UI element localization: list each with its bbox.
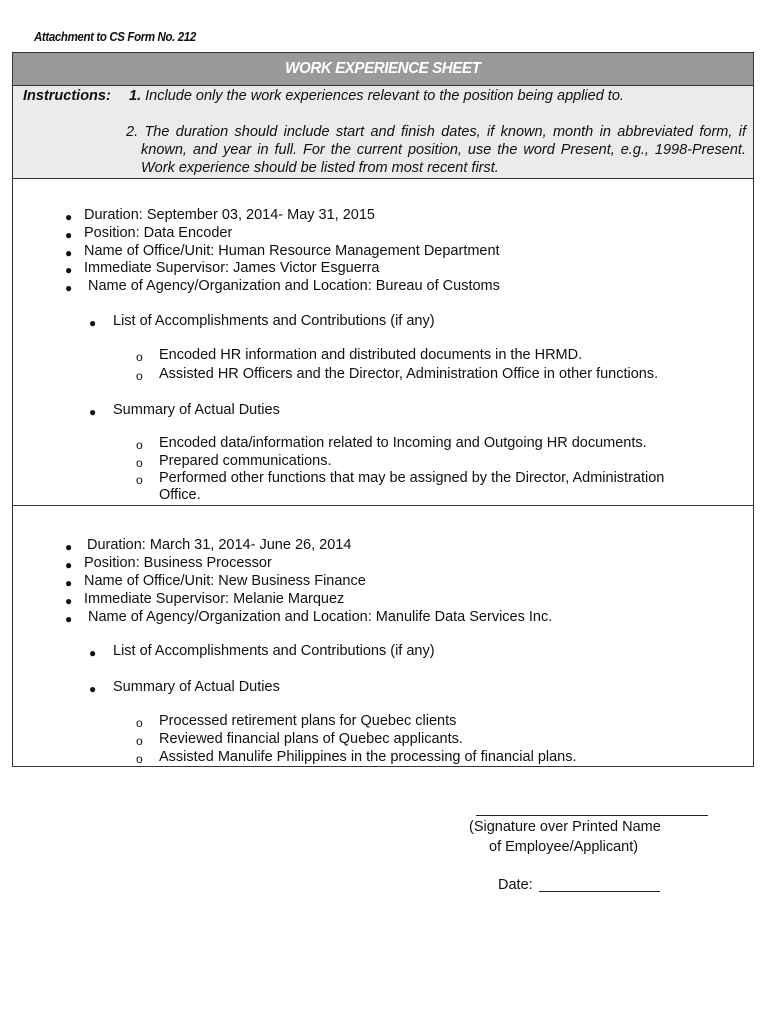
bullet-icon: ● [89, 646, 97, 660]
duty-item: Performed other functions that may be assigned by the Director, Administration [159, 470, 665, 486]
bullet-icon: ● [65, 612, 73, 626]
circle-bullet-icon: o [136, 456, 143, 470]
bullet-icon: ● [65, 540, 73, 554]
accomplishment-item: Encoded HR information and distributed documents in the HRMD. [159, 347, 583, 363]
accomplishment-item: Assisted HR Officers and the Director, Administration Office in other functions. [159, 366, 659, 382]
entry-position: Position: Business Processor [84, 555, 272, 571]
circle-bullet-icon: o [136, 734, 143, 748]
duties-label: Summary of Actual Duties [113, 679, 280, 695]
signature-caption-line-2: of Employee/Applicant) [489, 839, 639, 855]
duty-item-continued: Office. [159, 487, 201, 503]
work-entry-2 [13, 506, 753, 768]
bullet-icon: ● [89, 316, 97, 330]
instruction-2: 2. The duration should include start and finish dates, if known, month in abbreviated form, if known, and year in full. For the current position, use the word Present, e.g., 1998-Present. Work experience should be listed from most recent first. [126, 124, 746, 176]
instruction-1-text: Include only the work experiences relevant to the position being applied to. [145, 88, 624, 104]
signature-line [476, 815, 708, 816]
sheet-title-bar [13, 53, 753, 86]
duties-label: Summary of Actual Duties [113, 402, 280, 418]
bullet-icon: ● [65, 228, 73, 242]
instructions-box [13, 86, 753, 179]
bullet-icon: ● [65, 263, 73, 277]
bullet-icon: ● [65, 210, 73, 224]
attachment-label: Attachment to CS Form No. 212 [34, 30, 196, 44]
duty-item: Reviewed financial plans of Quebec applicants. [159, 731, 463, 747]
bullet-icon: ● [89, 405, 97, 419]
bullet-icon: ● [65, 576, 73, 590]
duty-item: Processed retirement plans for Quebec clients [159, 713, 457, 729]
circle-bullet-icon: o [136, 350, 143, 364]
date-label: Date: [498, 877, 533, 893]
bullet-icon: ● [65, 246, 73, 260]
sheet-title: WORK EXPERIENCE SHEET [285, 60, 481, 77]
bullet-icon: ● [65, 558, 73, 572]
circle-bullet-icon: o [136, 473, 143, 487]
accomplishments-label: List of Accomplishments and Contributions (if any) [113, 313, 435, 329]
work-experience-sheet [12, 52, 754, 767]
entry-position: Position: Data Encoder [84, 225, 233, 241]
instruction-1-number: 1. [129, 88, 142, 104]
circle-bullet-icon: o [136, 369, 143, 383]
entry-office: Name of Office/Unit: New Business Finance [84, 573, 366, 589]
date-line [539, 891, 660, 892]
work-entry-1 [13, 179, 753, 506]
circle-bullet-icon: o [136, 438, 143, 452]
bullet-icon: ● [65, 594, 73, 608]
instruction-1 [129, 88, 624, 104]
entry-agency: Name of Agency/Organization and Location: Bureau of Customs [88, 278, 500, 294]
entry-agency: Name of Agency/Organization and Location: Manulife Data Services Inc. [88, 609, 553, 625]
entry-supervisor: Immediate Supervisor: Melanie Marquez [84, 591, 345, 607]
bullet-icon: ● [65, 281, 73, 295]
duty-item: Assisted Manulife Philippines in the processing of financial plans. [159, 749, 577, 765]
bullet-icon: ● [89, 682, 97, 696]
entry-office: Name of Office/Unit: Human Resource Management Department [84, 243, 500, 259]
entry-supervisor: Immediate Supervisor: James Victor Esguerra [84, 260, 380, 276]
accomplishments-label: List of Accomplishments and Contributions (if any) [113, 643, 435, 659]
entry-duration: Duration: September 03, 2014- May 31, 2015 [84, 207, 375, 223]
entry-duration: Duration: March 31, 2014- June 26, 2014 [87, 537, 352, 553]
circle-bullet-icon: o [136, 716, 143, 730]
signature-caption-line-1: (Signature over Printed Name [469, 819, 661, 835]
duty-item: Prepared communications. [159, 453, 332, 469]
circle-bullet-icon: o [136, 752, 143, 766]
instructions-label: Instructions: [23, 88, 111, 104]
duty-item: Encoded data/information related to Incoming and Outgoing HR documents. [159, 435, 647, 451]
